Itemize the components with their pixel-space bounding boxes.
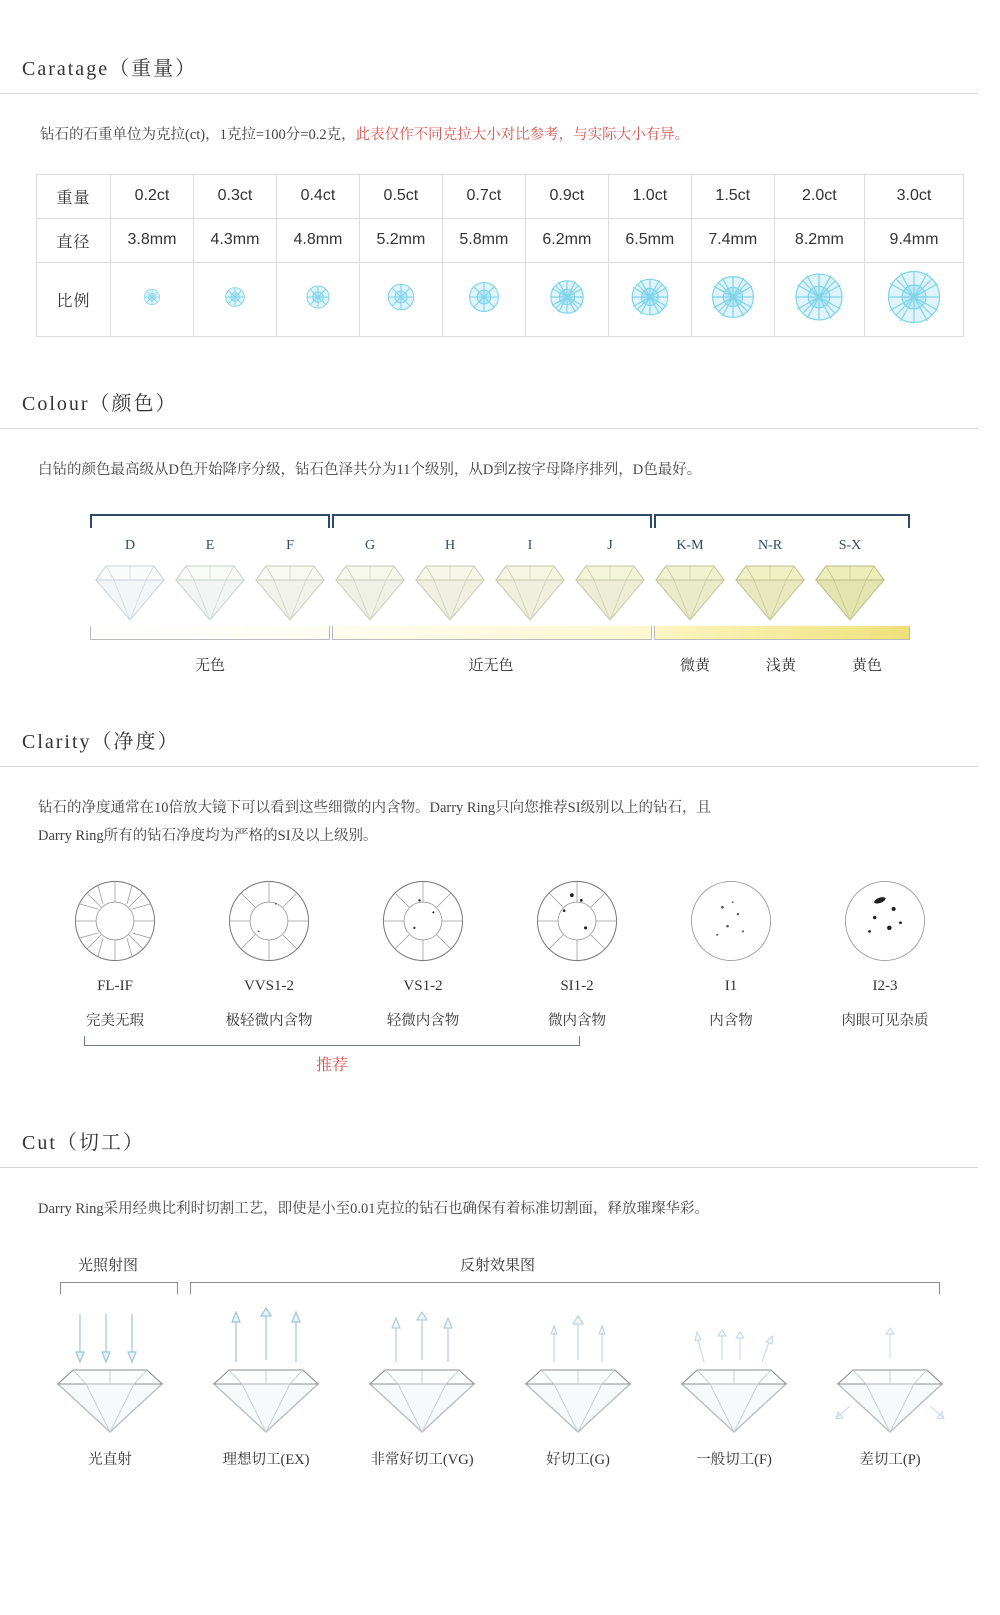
cell-gem-0 (111, 262, 194, 336)
round-diamond-icon (305, 284, 331, 310)
round-diamond-icon (709, 273, 757, 321)
cut-label-direct: 光直射 (88, 1451, 132, 1468)
colour-diamond-J (570, 560, 650, 622)
colour-description: 白钻的颜色最高级从D色开始降序分级，钻石色泽共分为11个级别，从D到Z按字母降序排列，D色最好。 (38, 461, 702, 478)
cell-weight-0: 0.2ct (111, 174, 194, 218)
cut-label-good: 好切工(G) (546, 1451, 610, 1468)
clarity-code-fl-if: FL-IF (97, 978, 133, 995)
cell-gem-9 (865, 262, 964, 336)
cell-weight-4: 0.7ct (442, 174, 525, 218)
colour-category-yellow: 黄色 (851, 658, 882, 675)
diamond-side-icon (252, 560, 328, 622)
colour-category-faint-yellow: 微黄 (679, 658, 710, 675)
clarity-code-i1: I1 (724, 978, 738, 995)
caratage-table (36, 174, 964, 337)
row-header-weight: 重量 (37, 174, 111, 218)
cell-diameter-5: 6.2mm (525, 218, 608, 262)
diamond-side-icon (652, 560, 728, 622)
cell-diameter-9: 9.4mm (865, 218, 964, 262)
colour-scale (0, 484, 1000, 675)
spacer-clarity (0, 675, 1000, 725)
cut-label-very-good: 非常好切工(VG) (370, 1451, 474, 1468)
cut-item-excellent (196, 1306, 336, 1469)
colour-grade-G: G (364, 538, 376, 554)
cell-diameter-6: 6.5mm (608, 218, 691, 262)
cut-reflection-ex-icon (202, 1306, 330, 1436)
cut-item-direct (40, 1306, 180, 1469)
cut-items-row (0, 1306, 1000, 1469)
clarity-recommend-row (0, 1036, 1000, 1076)
clarity-round-icon (380, 878, 466, 964)
clarity-round-icon (226, 878, 312, 964)
diamond-side-icon (812, 560, 888, 622)
caratage-description (0, 94, 1000, 150)
colour-grade-labels (90, 534, 910, 560)
clarity-name-i1: 内含物 (709, 1013, 753, 1030)
table-row-weight (37, 174, 964, 218)
colour-gradient-bar (90, 626, 910, 640)
cut-label-excellent: 理想切工(EX) (222, 1451, 310, 1468)
section-heading-clarity (0, 725, 978, 767)
gradient-near-colourless (332, 626, 652, 640)
section-title-clarity: Clarity（净度） (22, 731, 180, 754)
cut-reflection-g-icon (514, 1306, 642, 1436)
cell-diameter-3: 5.2mm (359, 218, 442, 262)
cell-gem-8 (774, 262, 864, 336)
round-diamond-icon (386, 282, 416, 312)
colour-diamond-G (330, 560, 410, 622)
clarity-code-vs: VS1-2 (403, 978, 443, 995)
clarity-name-vvs: 极轻微内含物 (225, 1013, 313, 1030)
cut-description: Darry Ring采用经典比利时切割工艺，即使是小至0.01克拉的钻石也确保有着标准切割面，释放璀璨华彩。 (38, 1201, 710, 1218)
cut-reflection-f-icon (670, 1306, 798, 1436)
cell-diameter-8: 8.2mm (774, 218, 864, 262)
table-row-ratio (37, 262, 964, 336)
cut-reflection-vg-icon (358, 1306, 486, 1436)
colour-grade-E: E (205, 538, 215, 554)
round-diamond-icon (224, 286, 246, 308)
colour-top-brackets (90, 514, 910, 530)
colour-diamond-SX (810, 560, 890, 622)
cut-bracket-direct (60, 1282, 178, 1294)
section-heading-colour (0, 387, 978, 429)
cut-item-fair (664, 1306, 804, 1469)
colour-diamond-F (250, 560, 330, 622)
cut-light-direct-icon (46, 1306, 174, 1436)
round-diamond-icon (792, 270, 846, 324)
clarity-round-icon (534, 878, 620, 964)
cell-gem-4 (442, 262, 525, 336)
diamond-side-icon (92, 560, 168, 622)
clarity-code-i23: I2-3 (872, 978, 898, 995)
colour-category-light-yellow: 浅黄 (765, 658, 796, 675)
diamond-side-icon (732, 560, 808, 622)
cell-gem-6 (608, 262, 691, 336)
diamond-side-icon (572, 560, 648, 622)
clarity-item-vs (368, 878, 478, 1030)
cell-diameter-4: 5.8mm (442, 218, 525, 262)
colour-grade-SX: S-X (838, 538, 862, 554)
clarity-code-si: SI1-2 (560, 978, 594, 995)
cut-group-headers (60, 1246, 940, 1306)
cell-diameter-0: 3.8mm (111, 218, 194, 262)
cut-diagram (0, 1224, 1000, 1469)
bracket-tinted (654, 514, 910, 528)
cell-weight-1: 0.3ct (193, 174, 276, 218)
colour-diamond-KM (650, 560, 730, 622)
section-title-caratage: Caratage（重量） (22, 58, 198, 80)
clarity-item-fl-if (60, 878, 170, 1030)
colour-diamond-row (90, 560, 910, 622)
caratage-table-wrapper (0, 150, 1000, 337)
clarity-recommend-bracket (84, 1036, 580, 1046)
section-heading-caratage (0, 52, 978, 94)
colour-diamond-D (90, 560, 170, 622)
cell-gem-7 (691, 262, 774, 336)
row-header-diameter: 直径 (37, 218, 111, 262)
cell-gem-2 (276, 262, 359, 336)
clarity-item-i1 (676, 878, 786, 1030)
colour-diamond-H (410, 560, 490, 622)
caratage-desc-warning: 此表仅作不同克拉大小对比参考，与实际大小有异。 (355, 127, 690, 143)
cut-bracket-reflection (190, 1282, 940, 1294)
clarity-name-fl-if: 完美无瑕 (86, 1013, 144, 1030)
colour-diamond-I (490, 560, 570, 622)
cell-gem-3 (359, 262, 442, 336)
cell-weight-3: 0.5ct (359, 174, 442, 218)
table-row-diameter (37, 218, 964, 262)
cut-label-fair: 一般切工(F) (696, 1451, 772, 1468)
cell-weight-2: 0.4ct (276, 174, 359, 218)
clarity-round-icon (72, 878, 158, 964)
cut-item-very-good (352, 1306, 492, 1469)
cell-gem-5 (525, 262, 608, 336)
round-diamond-icon (467, 280, 501, 314)
spacer-cut (0, 1076, 1000, 1126)
colour-grade-D: D (124, 538, 136, 554)
cut-item-poor (820, 1306, 960, 1469)
cut-group-label-direct: 光照射图 (78, 1257, 139, 1274)
clarity-desc-line2: Darry Ring所有的钻石净度均为严格的SI及以上级别。 (38, 827, 378, 844)
caratage-desc-plain: 钻石的石重单位为克拉(ct)，1克拉=100分=0.2克， (40, 127, 356, 143)
cell-weight-9: 3.0ct (865, 174, 964, 218)
clarity-code-vvs: VVS1-2 (243, 978, 294, 995)
clarity-name-i23: 肉眼可见杂质 (841, 1013, 929, 1030)
colour-diamond-NR (730, 560, 810, 622)
diamond-side-icon (172, 560, 248, 622)
colour-grade-NR: N-R (757, 538, 783, 554)
colour-grade-KM: K-M (676, 538, 704, 554)
clarity-round-icon (688, 878, 774, 964)
colour-grade-H: H (444, 538, 456, 554)
clarity-name-si: 微内含物 (548, 1013, 606, 1030)
diamond-side-icon (492, 560, 568, 622)
spacer-colour (0, 337, 1000, 387)
clarity-round-icon (842, 878, 928, 964)
clarity-diagram (0, 850, 1000, 1076)
colour-scale-inner (90, 514, 910, 675)
cell-weight-7: 1.5ct (691, 174, 774, 218)
cell-weight-6: 1.0ct (608, 174, 691, 218)
round-diamond-icon (143, 288, 161, 306)
clarity-item-si (522, 878, 632, 1030)
row-header-ratio: 比例 (37, 262, 111, 336)
diamond-side-icon (332, 560, 408, 622)
clarity-item-vvs (214, 878, 324, 1030)
cell-weight-5: 0.9ct (525, 174, 608, 218)
clarity-name-vs: 轻微内含物 (386, 1013, 460, 1030)
diamond-side-icon (412, 560, 488, 622)
cut-group-label-reflection: 反射效果图 (460, 1257, 536, 1274)
gradient-tinted (654, 626, 910, 640)
bracket-colourless (90, 514, 330, 528)
clarity-items-row (0, 878, 1000, 1030)
clarity-recommend-label: 推荐 (315, 1057, 348, 1075)
gradient-colourless (90, 626, 330, 640)
colour-category-near-colourless: 近无色 (468, 658, 514, 675)
cell-diameter-1: 4.3mm (193, 218, 276, 262)
colour-grade-I: I (527, 538, 533, 554)
round-diamond-icon (884, 267, 944, 327)
section-title-colour: Colour（颜色） (22, 392, 178, 415)
clarity-item-i23 (830, 878, 940, 1030)
round-diamond-icon (629, 276, 671, 318)
cut-reflection-p-icon (826, 1306, 954, 1436)
cell-diameter-2: 4.8mm (276, 218, 359, 262)
cell-diameter-7: 7.4mm (691, 218, 774, 262)
section-heading-cut (0, 1126, 978, 1168)
round-diamond-icon (548, 278, 586, 316)
colour-diamond-E (170, 560, 250, 622)
clarity-description (0, 767, 1000, 850)
colour-grade-J: J (607, 538, 613, 554)
spacer-top (0, 0, 1000, 52)
colour-category-tinted-group (652, 654, 910, 675)
cut-label-poor: 差切工(P) (859, 1451, 921, 1468)
cut-item-good (508, 1306, 648, 1469)
cell-weight-8: 2.0ct (774, 174, 864, 218)
section-title-cut: Cut（切工） (22, 1132, 145, 1155)
cell-gem-1 (193, 262, 276, 336)
bracket-near-colourless (332, 514, 652, 528)
colour-category-colourless: 无色 (194, 658, 225, 675)
colour-category-labels (90, 654, 910, 675)
colour-grade-F: F (286, 538, 294, 554)
clarity-desc-line1: 钻石的净度通常在10倍放大镜下可以看到这些细微的内含物。Darry Ring只向您推荐SI级别以上的钻石，且 (38, 800, 712, 817)
